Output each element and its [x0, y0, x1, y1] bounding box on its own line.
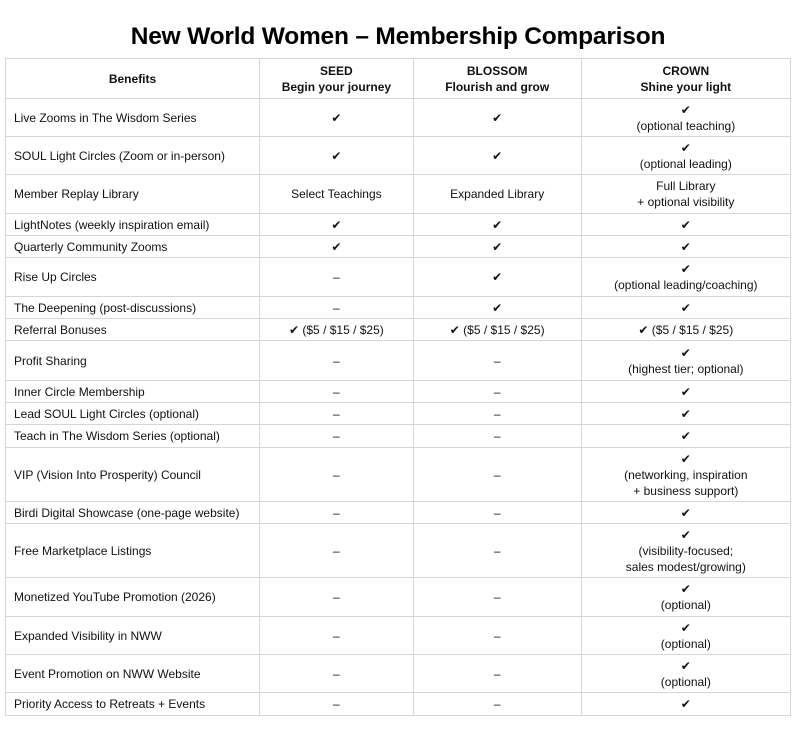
- benefit-name-cell: [6, 214, 260, 236]
- check-icon: ✔: [492, 217, 503, 232]
- dash-icon: –: [493, 590, 501, 604]
- benefit-label: VIP (Vision Into Prosperity) Council: [14, 467, 201, 482]
- seed-value-cell: [260, 502, 414, 524]
- dash-icon: –: [333, 697, 340, 711]
- benefit-label: LightNotes (weekly inspiration email): [14, 217, 210, 232]
- seed-value-cell: [260, 236, 414, 258]
- seed-value-cell: [260, 381, 414, 403]
- blossom-value-cell: [413, 381, 581, 403]
- benefit-name-cell: [6, 99, 260, 137]
- seed-value-cell: [260, 524, 414, 578]
- benefit-label: Referral Bonuses: [14, 322, 107, 337]
- table-row: [6, 693, 791, 716]
- check-icon: ✔: [331, 217, 342, 232]
- benefit-name-cell: [6, 297, 260, 319]
- tier-tagline-seed: Begin your journey: [281, 79, 392, 94]
- tier-name-crown: CROWN: [662, 63, 710, 78]
- crown-value-cell: [581, 236, 790, 258]
- benefit-label: Event Promotion on NWW Website: [14, 666, 201, 681]
- check-icon: ✔: [680, 505, 691, 520]
- table-body: [6, 99, 791, 716]
- tier-name-blossom: BLOSSOM: [466, 63, 528, 78]
- crown-value-cell: [581, 578, 790, 617]
- dash-icon: –: [333, 505, 340, 520]
- benefit-label: Live Zooms in The Wisdom Series: [14, 110, 197, 125]
- benefit-name-cell: [6, 137, 260, 175]
- benefit-name-cell: [6, 617, 260, 655]
- cell-text: (optional): [660, 674, 711, 689]
- table-row: [6, 448, 791, 502]
- seed-value-cell: [260, 175, 414, 214]
- cell-text: ✔ ($5 / $15 / $25): [449, 322, 545, 337]
- benefit-label: Monetized YouTube Promotion (2026): [14, 590, 216, 604]
- check-icon: ✔: [680, 239, 691, 254]
- cell-text: (highest tier; optional): [628, 361, 744, 376]
- crown-value-cell: [581, 425, 790, 448]
- dash-icon: –: [333, 543, 340, 558]
- seed-value-cell: [260, 319, 414, 341]
- dash-icon: –: [333, 666, 340, 681]
- check-icon: ✔: [680, 300, 691, 315]
- cell-text: (optional): [660, 636, 711, 651]
- table-row: [6, 381, 791, 403]
- table-row: [6, 236, 791, 258]
- check-icon: ✔: [492, 110, 503, 125]
- blossom-value-cell: [413, 578, 581, 617]
- cell-text: ✔ ($5 / $15 / $25): [289, 322, 384, 337]
- cell-text: (visibility-focused;: [638, 543, 734, 558]
- check-icon: ✔: [680, 262, 691, 276]
- seed-value-cell: [260, 448, 414, 502]
- benefit-name-cell: [6, 236, 260, 258]
- check-icon: ✔: [680, 384, 691, 399]
- benefit-label: Priority Access to Retreats + Events: [14, 697, 206, 711]
- table-row: [6, 403, 791, 425]
- crown-value-cell: [581, 175, 790, 214]
- benefit-name-cell: [6, 381, 260, 403]
- blossom-value-cell: [413, 448, 581, 502]
- benefit-label: Member Replay Library: [14, 187, 139, 201]
- table-row: [6, 319, 791, 341]
- blossom-value-cell: [413, 137, 581, 175]
- blossom-value-cell: [413, 214, 581, 236]
- crown-value-cell: [581, 617, 790, 655]
- dash-icon: –: [493, 505, 501, 520]
- benefit-label: Teach in The Wisdom Series (optional): [14, 429, 220, 443]
- dash-icon: –: [333, 467, 340, 482]
- check-icon: ✔: [331, 239, 342, 254]
- benefit-name-cell: [6, 448, 260, 502]
- seed-value-cell: [260, 214, 414, 236]
- check-icon: ✔: [492, 239, 503, 254]
- benefit-label: Profit Sharing: [14, 353, 87, 368]
- benefit-name-cell: [6, 258, 260, 297]
- dash-icon: –: [493, 543, 501, 558]
- check-icon: ✔: [680, 429, 691, 443]
- benefit-name-cell: [6, 524, 260, 578]
- dash-icon: –: [333, 270, 340, 284]
- seed-value-cell: [260, 258, 414, 297]
- check-icon: ✔: [680, 697, 691, 711]
- check-icon: ✔: [680, 582, 691, 596]
- seed-value-cell: [260, 297, 414, 319]
- benefits-header-label: Benefits: [108, 71, 157, 86]
- blossom-value-cell: [413, 502, 581, 524]
- benefit-name-cell: [6, 425, 260, 448]
- check-icon: ✔: [680, 217, 691, 232]
- crown-value-cell: [581, 381, 790, 403]
- blossom-value-cell: [413, 99, 581, 137]
- blossom-value-cell: [413, 175, 581, 214]
- blossom-value-cell: [413, 258, 581, 297]
- cell-text: (optional leading): [639, 156, 732, 171]
- check-icon: ✔: [680, 345, 691, 360]
- seed-value-cell: [260, 137, 414, 175]
- dash-icon: –: [333, 384, 340, 399]
- check-icon: ✔: [680, 406, 691, 421]
- cell-text: Expanded Library: [450, 187, 545, 201]
- crown-value-cell: [581, 99, 790, 137]
- table-row: [6, 578, 791, 617]
- blossom-value-cell: [413, 655, 581, 693]
- table-row: [6, 214, 791, 236]
- benefit-name-cell: [6, 693, 260, 716]
- seed-value-cell: [260, 99, 414, 137]
- seed-column-header: [260, 59, 414, 99]
- cell-text: Select Teachings: [291, 187, 382, 201]
- blossom-value-cell: [413, 617, 581, 655]
- crown-value-cell: [581, 655, 790, 693]
- benefit-label: Expanded Visibility in NWW: [14, 628, 162, 643]
- check-icon: ✔: [492, 270, 503, 284]
- benefit-name-cell: [6, 502, 260, 524]
- benefit-name-cell: [6, 175, 260, 214]
- crown-value-cell: [581, 693, 790, 716]
- tier-name-seed: SEED: [320, 63, 353, 78]
- check-icon: ✔: [680, 140, 691, 155]
- cell-text: + business support): [633, 483, 739, 498]
- check-icon: ✔: [680, 658, 691, 673]
- blossom-column-header: [413, 59, 581, 99]
- blossom-value-cell: [413, 524, 581, 578]
- check-icon: ✔: [680, 451, 691, 466]
- benefit-label: Birdi Digital Showcase (one-page website): [14, 505, 240, 520]
- crown-value-cell: [581, 137, 790, 175]
- crown-value-cell: [581, 403, 790, 425]
- benefit-label: Inner Circle Membership: [14, 384, 145, 399]
- benefit-label: SOUL Light Circles (Zoom or in-person): [14, 148, 225, 163]
- dash-icon: –: [493, 628, 501, 643]
- crown-value-cell: [581, 319, 790, 341]
- benefit-label: Rise Up Circles: [14, 270, 97, 284]
- dash-icon: –: [333, 590, 340, 604]
- crown-value-cell: [581, 341, 790, 381]
- seed-value-cell: [260, 617, 414, 655]
- benefit-name-cell: [6, 578, 260, 617]
- table-row: [6, 502, 791, 524]
- blossom-value-cell: [413, 236, 581, 258]
- benefit-name-cell: [6, 341, 260, 381]
- cell-text: (optional leading/coaching): [614, 278, 758, 292]
- table-row: [6, 99, 791, 137]
- table-row: [6, 297, 791, 319]
- table-row: [6, 617, 791, 655]
- benefits-column-header: [6, 59, 260, 99]
- check-icon: ✔: [492, 300, 503, 315]
- check-icon: ✔: [331, 148, 342, 163]
- cell-text: sales modest/growing): [625, 559, 746, 574]
- check-icon: ✔: [492, 148, 503, 163]
- dash-icon: –: [493, 384, 501, 399]
- blossom-value-cell: [413, 341, 581, 381]
- cell-text: ✔ ($5 / $15 / $25): [638, 322, 734, 337]
- table-row: [6, 655, 791, 693]
- blossom-value-cell: [413, 425, 581, 448]
- dash-icon: –: [333, 406, 340, 421]
- cell-text: (optional): [660, 598, 711, 612]
- blossom-value-cell: [413, 297, 581, 319]
- dash-icon: –: [493, 467, 501, 482]
- blossom-value-cell: [413, 693, 581, 716]
- crown-column-header: [581, 59, 790, 99]
- crown-value-cell: [581, 448, 790, 502]
- seed-value-cell: [260, 425, 414, 448]
- page-title: New World Women – Membership Comparison: [130, 23, 666, 51]
- dash-icon: –: [493, 666, 501, 681]
- crown-value-cell: [581, 214, 790, 236]
- benefit-name-cell: [6, 655, 260, 693]
- seed-value-cell: [260, 655, 414, 693]
- benefit-label: The Deepening (post-discussions): [14, 300, 197, 315]
- table-row: [6, 175, 791, 214]
- seed-value-cell: [260, 578, 414, 617]
- check-icon: ✔: [680, 527, 691, 542]
- cell-text: (networking, inspiration: [624, 467, 748, 482]
- cell-text: Full Library: [656, 179, 716, 193]
- seed-value-cell: [260, 403, 414, 425]
- crown-value-cell: [581, 524, 790, 578]
- seed-value-cell: [260, 693, 414, 716]
- tier-tagline-blossom: Flourish and grow: [445, 79, 550, 94]
- benefit-label: Lead SOUL Light Circles (optional): [14, 406, 199, 421]
- crown-value-cell: [581, 502, 790, 524]
- table-row: [6, 524, 791, 578]
- membership-comparison-table: [5, 58, 791, 716]
- benefit-label: Free Marketplace Listings: [14, 543, 152, 558]
- dash-icon: –: [493, 353, 501, 368]
- benefit-name-cell: [6, 319, 260, 341]
- benefit-label: Quarterly Community Zooms: [14, 239, 168, 254]
- dash-icon: –: [493, 406, 501, 421]
- table-row: [6, 258, 791, 297]
- table-row: [6, 341, 791, 381]
- blossom-value-cell: [413, 403, 581, 425]
- table-row: [6, 137, 791, 175]
- check-icon: ✔: [680, 620, 691, 635]
- blossom-value-cell: [413, 319, 581, 341]
- tier-tagline-crown: Shine your light: [640, 79, 732, 94]
- cell-text: + optional visibility: [637, 195, 735, 209]
- table-header-row: [6, 59, 791, 99]
- dash-icon: –: [333, 353, 340, 368]
- check-icon: ✔: [680, 102, 691, 117]
- seed-value-cell: [260, 341, 414, 381]
- benefit-name-cell: [6, 403, 260, 425]
- dash-icon: –: [493, 429, 501, 443]
- dash-icon: –: [333, 300, 340, 315]
- dash-icon: –: [333, 429, 340, 443]
- cell-text: (optional teaching): [636, 118, 736, 133]
- dash-icon: –: [333, 628, 340, 643]
- table-row: [6, 425, 791, 448]
- dash-icon: –: [493, 697, 501, 711]
- crown-value-cell: [581, 258, 790, 297]
- check-icon: ✔: [331, 110, 342, 125]
- crown-value-cell: [581, 297, 790, 319]
